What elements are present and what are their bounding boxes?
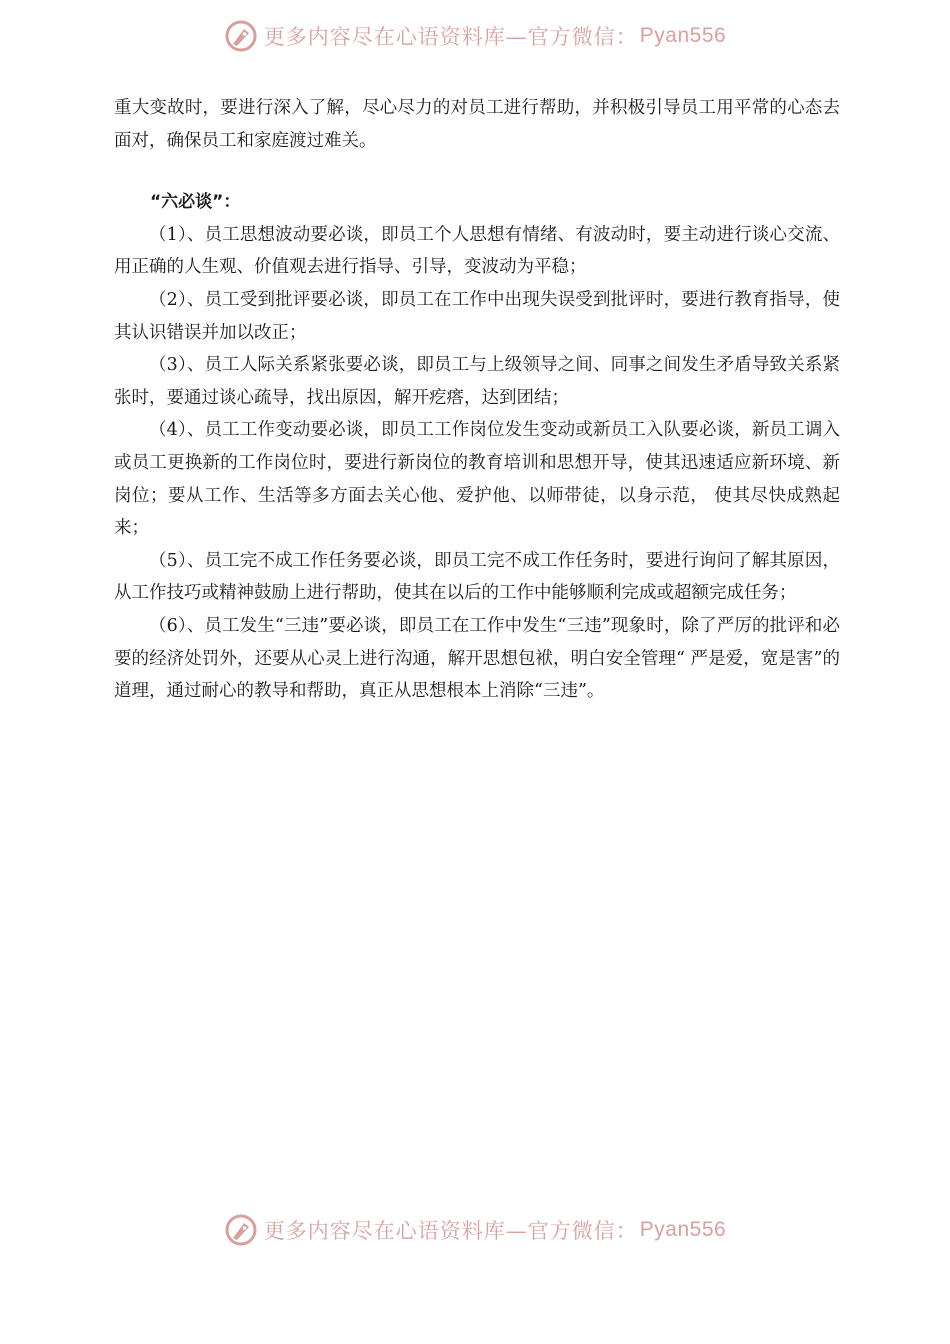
- intro-paragraph: 重大变故时，要进行深入了解，尽心尽力的对员工进行帮助，并积极引导员工用平常的心态去面对，确保员工和家庭渡过难关。: [114, 98, 840, 151]
- list-item: （6）、员工发生“三违”要必谈，即员工在工作中发生“三违”现象时，除了严厉的批评和必要的经济处罚外，还要从心灵上进行沟通，解开思想包袱，明白安全管理“ 严是爱，宽是害”的道理，通过耐心的教导和帮助，真正从思想根本上消除“三违”。: [114, 615, 840, 702]
- watermark-wechat-id: Pyan556: [639, 1218, 727, 1241]
- pen-nib-circle-icon: [224, 19, 258, 53]
- watermark-wechat-id: Pyan556: [639, 24, 727, 47]
- watermark-text: 更多内容尽在心语资料库—官方微信：: [263, 25, 638, 49]
- footer-watermark: [0, 1210, 950, 1250]
- list-item: （5）、员工完不成工作任务要必谈，即员工完不成工作任务时，要进行询问了解其原因，从工作技巧或精神鼓励上进行帮助，使其在以后的工作中能够顺利完成或超额完成任务；: [114, 550, 840, 604]
- list-item: （3）、员工人际关系紧张要必谈，即员工与上级领导之间、同事之间发生矛盾导致关系紧张时，要通过谈心疏导，找出原因，解开疙瘩，达到团结；: [114, 355, 840, 408]
- list-item: （4）、员工工作变动要必谈，即员工工作岗位发生变动或新员工入队要必谈，新员工调入或员工更换新的工作岗位时，要进行新岗位的教育培训和思想开导，使其迅速适应新环境、新岗位；要从工作、生活等多方面去关心他、爱护他、以师带徒，以身示范， 使其尽快成熟起来；: [114, 420, 840, 539]
- header-watermark: [0, 16, 950, 56]
- watermark-text: 更多内容尽在心语资料库—官方微信：: [263, 1219, 638, 1243]
- list-item: （1）、员工思想波动要必谈，即员工个人思想有情绪、有波动时，要主动进行谈心交流、用正确的人生观、价值观去进行指导、引导，变波动为平稳；: [114, 224, 840, 278]
- pen-nib-circle-icon: [224, 1213, 258, 1247]
- list-item: （2）、员工受到批评要必谈，即员工在工作中出现失误受到批评时，要进行教育指导，使其认识错误并加以改正；: [114, 289, 840, 343]
- document-body: [114, 92, 840, 708]
- section-heading: “六必谈”：: [150, 192, 241, 213]
